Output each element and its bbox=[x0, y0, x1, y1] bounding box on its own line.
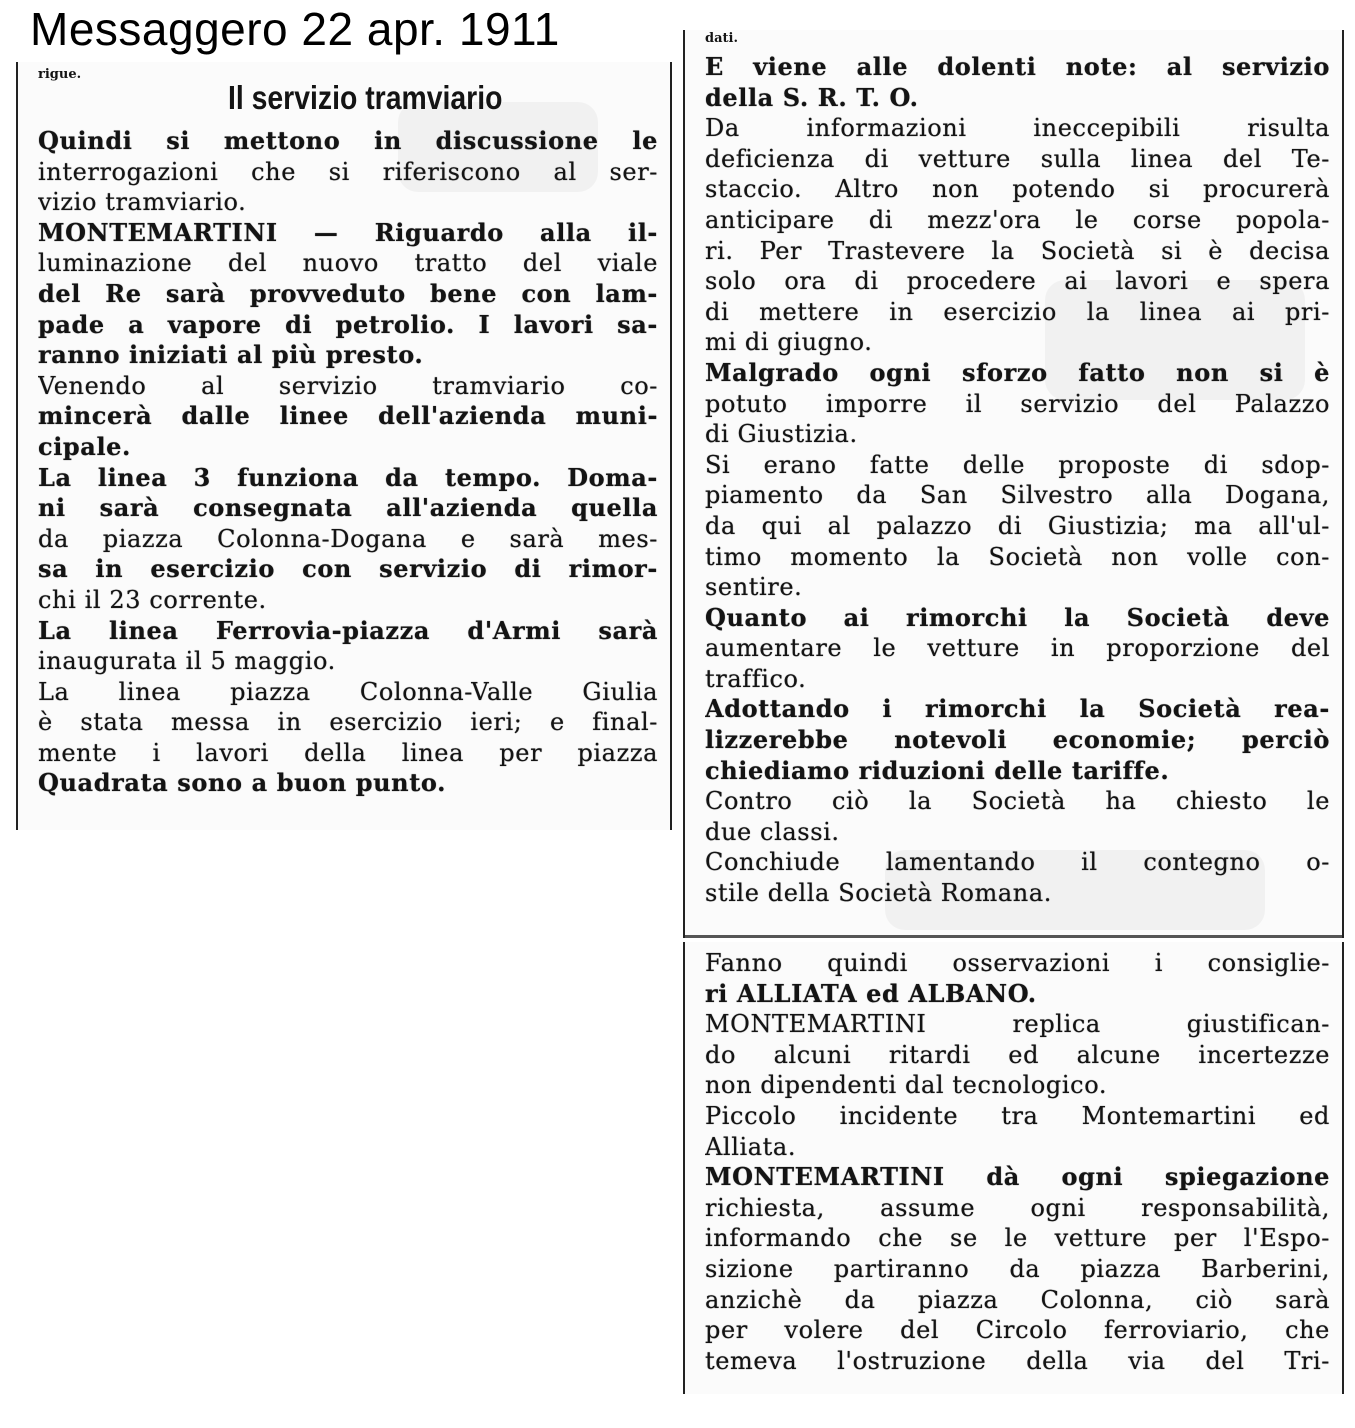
text-line: cipale. bbox=[38, 431, 132, 461]
text-line: do alcuni ritardi ed alcune incertezze bbox=[705, 1040, 1330, 1069]
article-column bbox=[705, 948, 1330, 1376]
text-line: timo momento la Società non volle con- bbox=[705, 542, 1330, 571]
text-line: Quindi si mettono in discussione le bbox=[38, 126, 658, 155]
text-line: anticipare di mezz'ora le corse popola- bbox=[705, 205, 1330, 234]
article-column bbox=[705, 32, 1330, 909]
text-line: ri ALLIATA ed ALBANO. bbox=[705, 978, 1037, 1008]
text-line: anzichè da piazza Colonna, ciò sarà bbox=[705, 1285, 1330, 1314]
text-line: Malgrado ogni sforzo fatto non si è bbox=[705, 357, 1330, 387]
text-line: luminazione del nuovo tratto del viale bbox=[38, 249, 658, 278]
text-line: La linea piazza Colonna-Valle Giulia bbox=[38, 677, 658, 706]
text-line: Fanno quindi osservazioni i consiglie- bbox=[705, 949, 1330, 977]
text-line: per volere del Circolo ferroviario, che bbox=[705, 1316, 1330, 1345]
text-line: MONTEMARTINI dà ogni spiegazione bbox=[705, 1162, 1330, 1192]
text-line: Si erano fatte delle proposte di sdop- bbox=[705, 450, 1330, 479]
text-line: sentire. bbox=[705, 573, 803, 602]
text-line: chi il 23 corrente. bbox=[38, 585, 267, 614]
text-line: ri. Per Trastevere la Società si è decisa bbox=[705, 236, 1330, 265]
text-line: La linea Ferrovia-piazza d'Armi sarà bbox=[38, 615, 658, 645]
clipping-caption: Messaggero 22 apr. 1911 bbox=[30, 3, 560, 55]
text-line: deficienza di vetture sulla linea del Te- bbox=[705, 144, 1330, 173]
text-line: mi di giugno. bbox=[705, 328, 873, 357]
text-line: due classi. bbox=[705, 817, 840, 846]
text-line: aumentare le vetture in proporzione del bbox=[705, 634, 1330, 663]
text-line: inaugurata il 5 maggio. bbox=[38, 647, 336, 676]
text-line: staccio. Altro non potendo si procurerà bbox=[705, 175, 1330, 204]
text-line: Quanto ai rimorchi la Società deve bbox=[705, 602, 1330, 632]
text-line: traffico. bbox=[705, 664, 807, 693]
text-line: vizio tramviario. bbox=[38, 188, 247, 217]
text-line: sa in esercizio con servizio di rimor- bbox=[38, 554, 658, 584]
text-line: MONTEMARTINI replica giustifican- bbox=[705, 1010, 1330, 1039]
text-line: Piccolo incidente tra Montemartini ed bbox=[705, 1101, 1330, 1130]
text-line: pade a vapore di petrolio. I lavori sa- bbox=[38, 309, 658, 339]
text-line: Adottando i rimorchi la Società rea- bbox=[705, 694, 1330, 724]
text-line: piamento da San Silvestro alla Dogana, bbox=[705, 481, 1330, 510]
clipping-bottom-rule bbox=[685, 935, 1342, 938]
text-line: potuto imporre il servizio del Palazzo bbox=[705, 389, 1330, 418]
text-line: ranno iniziati al più presto. bbox=[38, 340, 424, 370]
text-line: stile della Società Romana. bbox=[705, 879, 1052, 908]
text-line: informando che se le vetture per l'Espo- bbox=[705, 1224, 1330, 1253]
text-line: chiediamo riduzioni delle tariffe. bbox=[705, 755, 1170, 785]
text-line: di Giustizia. bbox=[705, 420, 858, 449]
text-line: interrogazioni che si riferiscono al ser- bbox=[38, 157, 658, 186]
text-line: di mettere in esercizio la linea ai pri- bbox=[705, 297, 1330, 326]
text-line: E viene alle dolenti note: al servizio bbox=[705, 52, 1330, 81]
text-line: mincerà dalle linee dell'azienda muni- bbox=[38, 401, 658, 431]
text-line: non dipendenti dal tecnologico. bbox=[705, 1071, 1108, 1100]
text-line: mente i lavori della linea per piazza bbox=[38, 738, 658, 767]
text-line: Contro ciò la Società ha chiesto le bbox=[705, 787, 1330, 816]
text-line: Conchiude lamentando il contegno o- bbox=[705, 848, 1330, 877]
clipping-right-column-bottom bbox=[683, 942, 1344, 1394]
text-line: ni sarà consegnata all'azienda quella bbox=[38, 493, 658, 523]
article-column bbox=[38, 68, 658, 799]
text-line: Da informazioni ineccepibili risulta bbox=[705, 114, 1330, 143]
text-line: della S. R. T. O. bbox=[705, 82, 919, 112]
fragment-text: rigue. bbox=[38, 67, 82, 82]
text-line: solo ora di procedere ai lavori e spera bbox=[705, 267, 1330, 296]
text-line: lizzerebbe notevoli economie; perciò bbox=[705, 725, 1330, 755]
fragment-text: dati. bbox=[705, 31, 738, 46]
text-line: La linea 3 funziona da tempo. Doma- bbox=[38, 462, 658, 492]
text-line: da qui al palazzo di Giustizia; ma all'ul- bbox=[705, 511, 1330, 540]
text-line: richiesta, assume ogni responsabilità, bbox=[705, 1193, 1330, 1222]
text-line: sizione partiranno da piazza Barberini, bbox=[705, 1254, 1330, 1283]
text-line: è stata messa in esercizio ieri; e final- bbox=[38, 708, 658, 737]
clipping-left-column bbox=[16, 62, 672, 830]
text-line: Venendo al servizio tramviario co- bbox=[38, 371, 658, 400]
text-line: Alliata. bbox=[705, 1132, 797, 1161]
text-line: Quadrata sono a buon punto. bbox=[38, 768, 447, 798]
clipping-right-column-top bbox=[683, 30, 1344, 938]
text-line: MONTEMARTINI — Riguardo alla il- bbox=[38, 217, 658, 247]
article-title: Il servizio tramviario bbox=[227, 79, 503, 116]
text-line: del Re sarà provveduto bene con lam- bbox=[38, 278, 658, 308]
text-line: da piazza Colonna-Dogana e sarà mes- bbox=[38, 524, 658, 553]
text-line: temeva l'ostruzione della via del Tri- bbox=[705, 1346, 1330, 1375]
